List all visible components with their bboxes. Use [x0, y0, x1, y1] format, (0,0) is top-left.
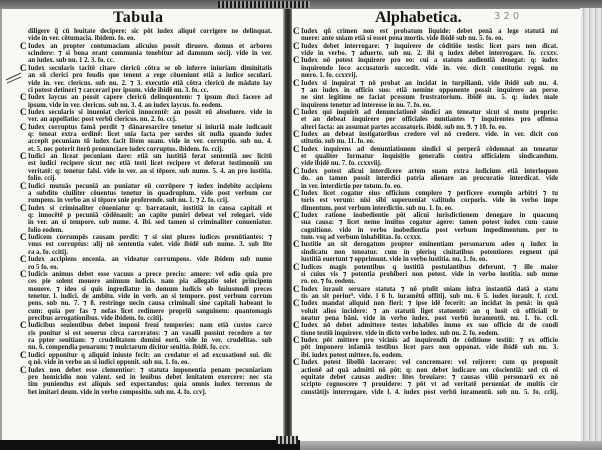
text-line — [301, 344, 558, 351]
text-line — [28, 315, 272, 322]
text-line — [20, 62, 272, 73]
text-line — [28, 359, 272, 366]
line-text: do. an tamen possit interdici patria alienare an procuratio interdicat. vide — [301, 175, 558, 183]
line-text: iustitiā euertunt ⁊ opprimunt. vide in verbo iustitia. nu. 1. fo. eo. — [301, 256, 488, 264]
line-text: inquirens tenetur ad interesse in nu. 7. fo. eo. — [301, 101, 431, 109]
line-text: tim puniendus est aliquis sed expectandus: quia omnis iudex terrenus de — [28, 381, 272, 389]
line-text: ro 5 fo. eo. — [28, 263, 59, 271]
text-line — [301, 94, 558, 101]
index-entry — [293, 40, 558, 58]
line-text: q nō. vide in verbo an si iudici opponit. sub nu. 1. fo. eo. — [28, 359, 190, 367]
index-entry — [293, 26, 558, 43]
line-text: tione testiū inquirere. vide in dicto verbo iudex. sub nu. 2. fo. eodem. — [301, 329, 500, 337]
text-line — [28, 28, 272, 35]
paragraph-mark-icon: C — [293, 261, 300, 272]
line-text: vide in. ver. clericus. sub nu. 2. ⁊ 3. executio etiā cōtra clericū de mādato lay — [28, 79, 272, 87]
index-entry — [293, 335, 558, 359]
text-line — [293, 143, 558, 154]
index-entry — [20, 92, 272, 109]
index-entry — [293, 165, 558, 190]
paragraph-mark-icon: C — [293, 320, 300, 331]
line-text: ⁊ an iudex in officio suo: etiā nemine opponente possit inquirere an perso — [301, 86, 558, 94]
line-text: Iudex inquirens ad denuntiationem sindici si perperā cōdemnat an teneatur — [301, 145, 558, 153]
text-line — [20, 320, 272, 331]
line-text: et qualiter formatur inquisitio generalis contra officialem sindicandum. — [301, 153, 558, 161]
line-text: in ver. interdictio per totum. fo. eo. — [301, 182, 402, 190]
line-text: ne sint legitime ne faciat pcessum frustratorium. ibidē nu. 5. q: iudex male — [301, 94, 558, 102]
paragraph-mark-icon: C — [20, 349, 27, 360]
index-entry — [293, 187, 558, 212]
text-line — [301, 205, 558, 212]
text-line — [301, 352, 558, 359]
text-line — [301, 381, 558, 388]
index-entry — [28, 28, 272, 43]
line-text: folio. ccij. — [28, 175, 57, 183]
paragraph-mark-icon: C — [293, 55, 300, 66]
text-line — [301, 72, 558, 79]
line-text: Iudici opponitur q aliquid iniuste fecit: an credatur ei ad excusationē sui. dic — [28, 351, 272, 359]
line-text: nuere: ante sniam etiā si esset pena mortis. vide ibidē sub nu. 5. fo. eo. — [301, 35, 504, 43]
text-line — [301, 87, 558, 94]
text-line — [28, 87, 272, 94]
text-line — [28, 381, 272, 388]
paragraph-mark-icon: C — [20, 268, 27, 279]
line-text: dimentum. post verbum interdictio. sub nu. 1. fo. eo. — [301, 204, 453, 212]
text-line — [28, 308, 272, 315]
line-text: toris est verum: nisi sibi superueniat valitudo corporis. vide in verbo impe — [301, 197, 558, 205]
text-line — [28, 116, 272, 123]
line-text: Iudex an debeat instigatoribus credere vel nō credere. vide. in ver. dicit con — [301, 131, 558, 139]
line-text: est iudici recipere sicut nec etiā testi licet recipere vt deferat testimoniū sm — [28, 160, 272, 168]
line-text: sindicatu non teneatur. cum in plerisq ciuitatibus potentiores regnent qui — [301, 248, 558, 256]
line-text: alteri facta: an assumat partes accusatoris. ibidē. sub nu. 9. ⁊ 10. fo. eo. — [301, 123, 507, 131]
running-head-right: Alphabetica. — [375, 9, 462, 26]
text-line — [301, 50, 558, 57]
line-text: Iudex licet cogatur eius officium complere ⁊ perficere exemplo arbitri ⁊ tu — [301, 189, 558, 197]
text-line — [28, 35, 272, 42]
line-text: ra a. fo. ccitij. — [28, 248, 69, 256]
text-line — [301, 102, 558, 109]
line-text: precibus arrogationibus. vide ibidem. fo. ccitij. — [28, 315, 164, 323]
text-line — [301, 256, 558, 263]
text-line — [293, 106, 558, 117]
line-text: vide in ver. cōtumacia. ibidem. fo. eo. — [28, 35, 136, 43]
line-text: Iudex secularis si inueniat clericū innocentē: an possit eū absoluere. vide in — [28, 108, 272, 116]
text-line — [28, 50, 272, 57]
text-line — [28, 293, 272, 300]
line-text: Iudex accipiens encenia. an videatur corrumpens. vide ibidem sub nume — [28, 256, 272, 264]
paragraph-mark-icon: C — [293, 143, 300, 154]
line-text: vnus est corruptus: alij nō sententia valet. vide ibidē sub nume. 3. sub lite — [28, 241, 272, 249]
line-text: actionē ad quā admitti nō pōt: q: non debet iudicare sm cōscientiā: sed cū oī — [301, 366, 558, 374]
text-line — [28, 102, 272, 109]
line-text: cognitione. vide in verbo inobedientia post verbum impedimentum. per to — [301, 226, 558, 234]
line-text: Iudex pōt mittere pro vicinis ad inquirendū de cōditione testiū: ⁊ ex officio — [301, 337, 558, 345]
line-text: pro homicidio non valent. sed in leuibus debet lenitatem exercere: nec sta — [28, 373, 272, 381]
text-line — [20, 254, 272, 265]
text-line — [28, 241, 272, 248]
line-text: Iudices magis potentibus q iustitiā postulantibus deferunt. ⁊ ille maior — [301, 263, 558, 271]
line-text: sua causa: ⁊ licet nemo inuitus cogatur agere: tamen potest iudex cum cause — [301, 219, 558, 227]
text-line — [28, 57, 272, 64]
line-text: Iudex qñ crimen non est probatum liquide: debet penā a lege statutā mi — [301, 28, 558, 35]
line-text: cum: quia per fas ⁊ nefas licet redimere propriū sanguinem: quantomagis — [28, 307, 272, 315]
text-line — [28, 131, 272, 138]
line-text: q: teneat extra ordinē: licet snia facta per sordes sit nulla quando iudex — [28, 131, 272, 139]
line-text: ipsum. vide in ver. clericus. sub nu. 3. 4. an iudex laycus. fo. eodem. — [28, 101, 223, 109]
text-line — [28, 197, 272, 204]
text-line — [20, 364, 272, 375]
line-text: ibi. iudex potest mittere. fo. eodem. — [301, 351, 403, 359]
line-text: mouere. ⁊ ideo si quis ingrediatur in domum iudicis ob huiusmodi preces — [28, 285, 272, 293]
line-text: cunstātijs interrogare. vide l. 4. iudex post verbū iuramentū. sub nu. 5. fo. cclij. — [301, 388, 558, 396]
paragraph-mark-icon: C — [20, 92, 27, 103]
line-text: Iudicem corrumpēs causam perdit: ⁊ si sint plures iudices pronūtiantes: ⁊ — [28, 234, 272, 242]
text-line — [28, 168, 272, 175]
text-line — [301, 389, 558, 396]
text-line — [301, 315, 558, 322]
line-text: et. 5. nec poterit iterū pronunciare iudex corruptus. ibidem. fo. ccij. — [28, 145, 224, 153]
index-entry — [293, 298, 558, 323]
paragraph-mark-icon: C — [293, 239, 300, 250]
text-line — [293, 357, 558, 368]
line-text: ci potest detineri ⁊ carcerari per ipsum. vide ibidē nu. 3. fo. cc. — [28, 86, 209, 94]
text-line — [28, 80, 272, 87]
index-entry — [293, 283, 558, 301]
text-line — [301, 227, 558, 234]
left-page-text-column — [20, 28, 272, 396]
paragraph-mark-icon: C — [293, 298, 300, 309]
text-line — [301, 175, 558, 182]
line-text: Iudex potest alicui interdicere artem suam extra iudicium etiā interloquen — [301, 167, 558, 175]
line-text: Iudex iurauit seruare statuta ⁊ nō ptulit sniam infra instantiā datā a statu — [301, 285, 558, 293]
line-text: pōt imponere infamiā testibus licet pars non opponat. vide ibidē sub nu. 3. — [301, 344, 558, 352]
text-line — [301, 153, 558, 160]
binding-thread-bottom — [276, 436, 298, 444]
text-line — [20, 40, 272, 51]
line-text: scripto cognoscere ⁊ prouidere: ⁊ pōt vt ad veritatē perueniat de multis cir — [301, 381, 558, 389]
text-line — [20, 92, 272, 103]
index-entry — [20, 202, 272, 234]
line-text: si cuius vis ⁊ potentia prohiberi non potest. vide in verbo iustitia. sub nume — [301, 270, 558, 278]
line-text: Iudex ratione inobedientie pōt alicui iurisdictionem denegare in quacunq — [301, 211, 558, 219]
text-line — [20, 349, 272, 360]
index-entry — [20, 106, 272, 124]
paragraph-mark-icon: C — [20, 151, 27, 162]
line-text: scindere: ⁊ si bona erant communia tenebitur ad damnum socij. vide in ver. — [28, 50, 272, 58]
paragraph-mark-icon: C — [20, 254, 27, 265]
text-line — [293, 335, 558, 346]
line-text: vide in verbo. ⁊ aduerte. sub nu. 2. ibi q iudex debet interrogare. fo. ccxxv. — [301, 50, 558, 58]
line-text: accepit pecuniam tū iudex facit litem suam. vide in ver. corruptio. sub nu. 4. — [28, 138, 272, 146]
line-text: voluit alios incidere: ⁊ an statutū liget statuentē: an q lusit cū officiali te — [301, 307, 558, 315]
text-line — [293, 320, 558, 331]
line-text: equitate debet causas audire: lites breuiare: ⁊ causas viliū personarū ex nō — [301, 373, 558, 381]
paragraph-mark-icon: C — [293, 335, 300, 346]
line-text: et an debeat inquirere per officiales nuntiantes ⁊ inquirentes pro offensa — [301, 116, 558, 124]
line-text: Iudex non debet esse clementior: ⁊ statuta imponentia penam pecuniariam — [28, 366, 272, 374]
index-entry — [293, 320, 558, 337]
text-line — [301, 65, 558, 72]
text-line — [28, 219, 272, 226]
scanner-bottom-border-left — [0, 440, 300, 450]
line-text: Iudex laycus an possit capere clericū delinquentem: ⁊ ipsum duci facere ad — [28, 94, 272, 102]
line-text: ces pie solent mouere animum iudicis. nam pia allegatio solet principem — [28, 278, 272, 286]
line-text: in ver. an si tempore. sub nume. 4. ibi. sed tamen si criminaliter conueniatur. — [28, 219, 272, 227]
right-page-text-column — [293, 26, 558, 396]
text-line — [28, 212, 272, 219]
line-text: Iudici an liceat pecuniam dare: etiā sm iustitiā ferat sententiā nec licitū — [28, 153, 272, 161]
text-line — [28, 190, 272, 197]
paragraph-mark-icon: C — [293, 40, 300, 51]
running-head-left: Tabula — [113, 9, 164, 26]
paragraph-mark-icon: C — [293, 26, 300, 36]
text-line — [28, 264, 272, 271]
index-entry — [293, 77, 558, 109]
text-line — [301, 374, 558, 381]
text-line — [293, 165, 558, 176]
text-line — [301, 138, 558, 145]
paragraph-mark-icon: C — [20, 364, 27, 375]
text-line — [301, 249, 558, 256]
text-line — [28, 389, 272, 396]
text-line — [293, 187, 558, 198]
paragraph-mark-icon: C — [293, 165, 300, 176]
line-text: pens. sub nu. 7. ⁊ 8. restringe necin causa criminali sine capitali habeant lo — [28, 300, 272, 308]
line-text: bet imitari deum. vide in verbo compositio. sub nu. 4. fo. ccvj. — [28, 388, 207, 396]
text-line — [28, 249, 272, 256]
index-entry — [20, 349, 272, 367]
index-entry — [293, 55, 558, 80]
text-line — [28, 344, 272, 351]
text-line — [28, 278, 272, 285]
line-text: Iudex mandat aliquid non fieri: ⁊ ipse idē fecerit: an incidat in penā: in quā — [301, 300, 558, 308]
line-text: an sū clerici pro feudis que tenent a rege cōueniunt etiā a iudice seculari. — [28, 72, 272, 80]
paragraph-mark-icon: C — [20, 320, 27, 331]
line-text: ro. eo. ⁊ fo. eodem. — [301, 278, 356, 286]
line-text: ver. an appellatio: post verbū clericus. nu. 2. fo. ccj. — [28, 116, 177, 124]
paragraph-mark-icon: C — [20, 106, 27, 117]
paragraph-mark-icon: C — [20, 62, 27, 73]
line-text: Iudex debet interrogare: ⁊ inquirere de cōditiōe testis: licet pars non dicat. — [301, 42, 558, 50]
paragraph-mark-icon: C — [20, 202, 27, 213]
line-text: Iudex potest libellū lacerare: vel concremare: vel reijcere: cum qs proponit — [301, 359, 558, 367]
line-text: an iudex. sub nu. 1 2. 3. fo. cc. — [28, 57, 115, 65]
line-text: folio eodem. — [28, 226, 64, 234]
text-line — [301, 124, 558, 131]
line-text: Iudex an propter contumaciam alicuius possit diruere. domus et arbores — [28, 42, 272, 50]
text-line — [293, 298, 558, 309]
paragraph-mark-icon: C — [293, 77, 300, 88]
text-line — [301, 183, 558, 190]
binding-stitches — [218, 1, 310, 8]
line-text: Iudex secularis tacitē citare clericū cōtra se ob inferre iniuriam diminitatis — [28, 64, 272, 72]
line-text: tum. vsq ad verbum inhabilitas. fo. ccxxx. — [301, 234, 422, 242]
line-text: veritatē: q: tenetur falsi. vide in ver. an si tēpore. sub nume. 5. 4. an pro iustitia. — [28, 167, 272, 175]
text-line — [28, 330, 272, 337]
line-text: Iudex si inquirat ⁊ nō probat an incidat in turpilianū. vide ibidē sub nu. 4. — [301, 79, 558, 87]
line-text: Iudici mutuās pecuniā an puniatur eū corrūpere ⁊ iudex indebite accipiens — [28, 182, 272, 190]
index-entry — [293, 239, 558, 264]
paragraph-mark-icon: C — [20, 180, 27, 191]
index-entry — [20, 62, 272, 94]
text-line — [293, 261, 558, 272]
text-line — [301, 308, 558, 315]
scanner-bottom-border-right — [292, 441, 602, 450]
text-line — [28, 160, 272, 167]
text-line — [301, 234, 558, 241]
line-text: rumpens. in verbo an si tēpore snie proferende. sub nu. 1. ⁊ 2. fo. ccij. — [28, 197, 229, 205]
paragraph-mark-icon: C — [293, 357, 300, 368]
text-line — [301, 219, 558, 226]
text-line — [28, 374, 272, 381]
index-entry — [20, 268, 272, 323]
text-line — [20, 106, 272, 117]
index-entry — [20, 40, 272, 65]
text-line — [301, 330, 558, 337]
index-entry — [20, 121, 272, 153]
text-line — [20, 151, 272, 162]
paragraph-mark-icon: C — [293, 209, 300, 220]
paragraph-mark-icon: C — [293, 187, 300, 198]
line-text: neatur pena bāni. vide in verbo iudex. post verbū iuramentū. nu. 1. fo. ccli. — [301, 315, 558, 323]
index-entry — [293, 357, 558, 396]
paragraph-mark-icon: C — [20, 232, 27, 243]
text-line — [301, 35, 558, 42]
paragraph-mark-icon: C — [293, 129, 300, 140]
text-line — [293, 77, 558, 88]
text-line — [28, 146, 272, 153]
index-entry — [20, 180, 272, 205]
line-text: ra ppter seuitiam: ⁊ crudelitatem domini eorū. vide in ver. crudelitas. sub — [28, 337, 272, 345]
paragraph-mark-icon: C — [20, 121, 27, 132]
line-text: Iudex qui inquirit ad denunciationē sindici an teneatur sicut si motu proprio: — [301, 108, 558, 116]
paragraph-mark-icon: C — [20, 40, 27, 51]
text-line — [301, 293, 558, 300]
text-line — [293, 239, 558, 250]
line-text: tenetur. l. iudici. de ambitu. vide in verb. an si tempore. post verbum corrum — [28, 292, 272, 300]
text-line — [28, 138, 272, 145]
index-entry — [20, 151, 272, 183]
handwritten-folio-number: 320 — [494, 11, 523, 22]
line-text: Iudex corruptus famā perdit ⁊ dānaresarcire tenetur si iniuriā male iudicauit — [28, 123, 272, 131]
text-line — [28, 286, 272, 293]
text-line — [301, 367, 558, 374]
index-entry — [20, 364, 272, 396]
line-text: Iudex nō potest inquirere pro eo: cui a statuto audientiā denegat: q: iudex — [301, 57, 558, 65]
text-line — [28, 175, 272, 182]
line-text: diligere q̃ cū leuitate decipere: sic pōt iudex aliquē corrigere ne delinquat. — [28, 28, 272, 35]
line-text: nu. 6. compendia penarum: ⁊ mulctarum dicitur seuitia. ibidē. fo. ccv. — [28, 344, 230, 352]
text-line — [293, 129, 558, 140]
index-entry — [293, 129, 558, 146]
line-text: inquirendo loco accusatoris succedit. vide in. ver. dicit constitutio regni. nu — [301, 64, 558, 72]
text-line — [20, 121, 272, 132]
index-entry — [293, 143, 558, 168]
text-line — [28, 300, 272, 307]
text-line — [301, 278, 558, 285]
line-text: Iudex nō debet admittere testes inhabiles immo ex suo officio dz de condi — [301, 322, 558, 330]
line-text: Iudicis animus debet esse vacuus a prece precio: amore: vel odio quia pre — [28, 270, 272, 278]
line-text: stitutio. sub nu. 11. fo. eo. — [301, 138, 375, 146]
index-entry — [293, 209, 558, 242]
text-line — [28, 227, 272, 234]
text-line — [20, 268, 272, 279]
text-line — [20, 232, 272, 243]
line-text: a subdito ciuiliter cōuentus tenetur in quadruplum. vide post verbum cor — [28, 189, 272, 197]
line-text: tis an sit periur⁹. vide. l 6 b. iuramētū offitij. sub nu. 6 5. iudex iurauit. f. ccxl. — [301, 292, 558, 300]
text-line — [28, 337, 272, 344]
text-line — [20, 180, 272, 191]
paragraph-mark-icon: C — [293, 106, 300, 117]
text-line — [28, 72, 272, 79]
line-text: Iudex si criminaliter cōueniatur q: barratauit, iustitiā in causa capitali et — [28, 204, 272, 212]
line-text: Iudicibus seuientibus debet imponi freni temperies: nam etiā custos carce — [28, 322, 272, 330]
text-line — [293, 209, 558, 220]
line-text: ris ponitur si est seuerus circa carceratos: ⁊ an vasalli possint recedere a ter — [28, 329, 272, 337]
index-entry — [293, 261, 558, 286]
text-line — [293, 40, 558, 51]
paragraph-mark-icon: C — [293, 283, 300, 294]
text-line — [293, 55, 558, 66]
text-line — [301, 116, 558, 123]
index-entry — [20, 320, 272, 352]
line-text: vide ibidē nu. 7. fo. ccxxviij. — [301, 160, 382, 168]
line-text: Iustitie an sit derogatum propter eminentiam personarum adeo q iudex in — [301, 241, 558, 249]
line-text: mero. 1. fo. ccxxvij. — [301, 72, 358, 80]
text-line — [293, 283, 558, 294]
index-entry — [20, 232, 272, 256]
text-line — [20, 202, 272, 213]
text-line — [301, 160, 558, 167]
line-text: q: innocētē p pecuniā cōdēnauit: an capite puniri debeat vel relegari. vide — [28, 211, 272, 219]
index-entry — [293, 106, 558, 131]
text-line — [301, 271, 558, 278]
index-entry — [20, 254, 272, 271]
page-edges-stack — [580, 8, 602, 442]
text-line — [301, 197, 558, 204]
text-line — [293, 26, 558, 36]
